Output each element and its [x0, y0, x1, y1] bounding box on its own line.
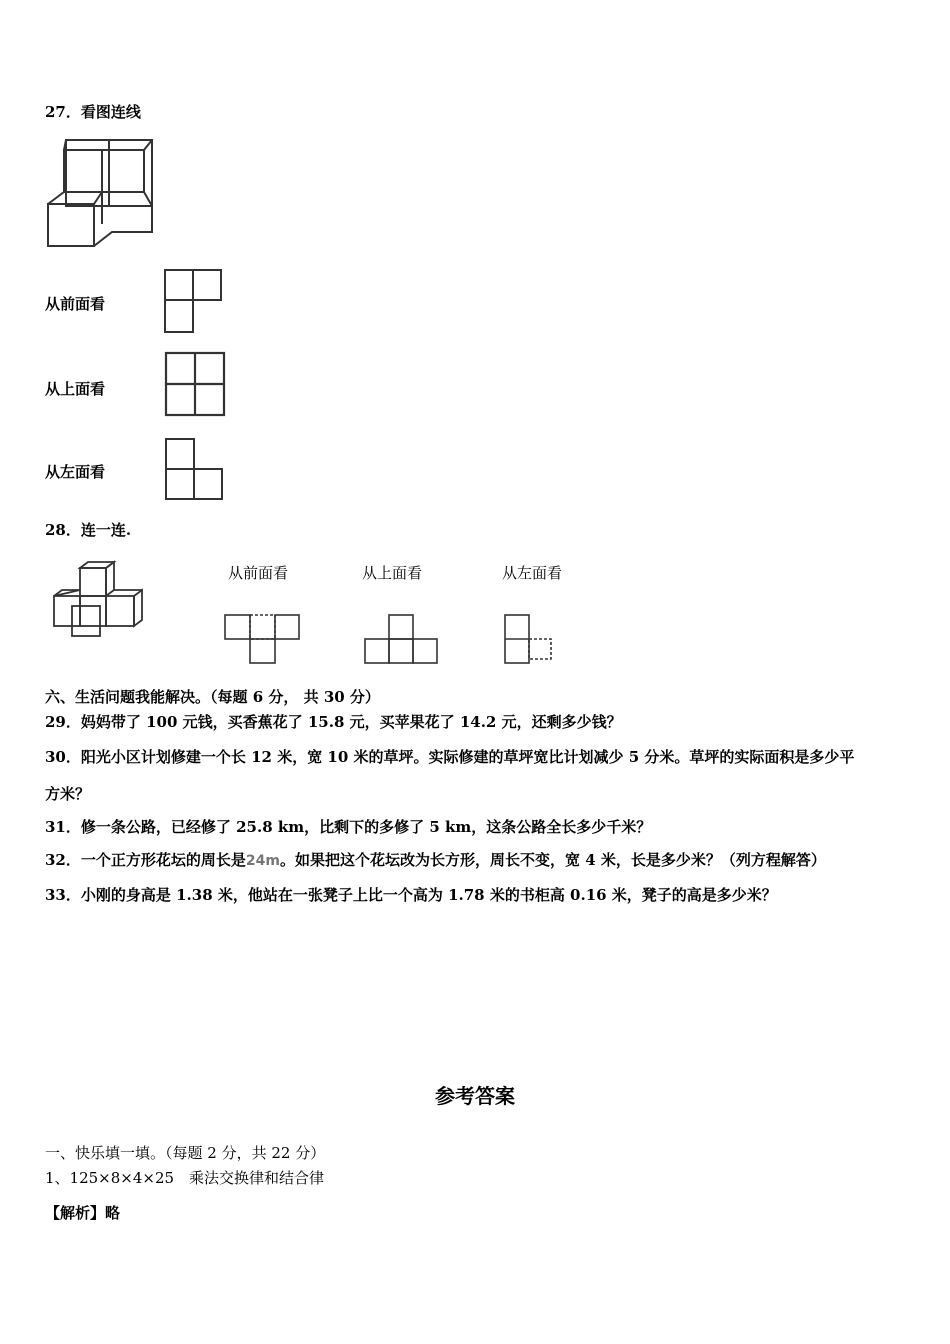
q27-label-left: 从左面看 [45, 463, 106, 481]
answer-1: 1、125×8×4×25 乘法交换律和结合律 [45, 1169, 325, 1187]
q27-view-top [164, 351, 228, 419]
q27-view-front [163, 268, 225, 334]
q32-text-post: 。如果把这个花坛改为长方形，周长不变，宽 4 米，长是多少米？（列方程解答） [279, 851, 826, 869]
q32-text-pre: 32．一个正方形花坛的周长是 [45, 851, 246, 869]
q31-text: 31．修一条公路，已经修了 25.8 km，比剩下的多修了 5 km，这条公路全长多少千米？ [45, 818, 652, 836]
q28-cube-figure [50, 560, 150, 640]
q32-unit: 24m [245, 853, 280, 869]
q28-view-b [362, 612, 442, 666]
q33-text: 33．小刚的身高是 1.38 米，他站在一张凳子上比一个高为 1.78 米的书柜高 0.16 米，凳子的高是多少米？ [45, 886, 777, 904]
q28-title: 28．连一连. [45, 521, 132, 539]
q28-view-c [502, 612, 558, 666]
section6-heading: 六、生活问题我能解决。（每题 6 分， 共 30 分） [45, 688, 380, 706]
q30-text-line1: 30．阳光小区计划修建一个长 12 米，宽 10 米的草坪。实际修建的草坪宽比计划减少 5 分米。草坪的实际面积是多少平 [45, 748, 855, 766]
q28-caption-left: 从左面看 [502, 564, 563, 582]
q32-text [45, 850, 826, 871]
q30-text-line2: 方米？ [45, 785, 91, 803]
q28-view-a [222, 612, 304, 666]
q27-label-front: 从前面看 [45, 295, 106, 313]
q27-view-left [164, 437, 226, 503]
answers-title: 参考答案 [435, 1084, 515, 1108]
answers-section1: 一、快乐填一填。（每题 2 分，共 22 分） [45, 1144, 326, 1162]
answer-analysis: 【解析】略 [45, 1204, 121, 1222]
q28-caption-front: 从前面看 [228, 564, 289, 582]
q27-label-top: 从上面看 [45, 380, 106, 398]
q28-caption-top: 从上面看 [362, 564, 423, 582]
q29-text: 29．妈妈带了 100 元钱，买香蕉花了 15.8 元，买苹果花了 14.2 元，还剩多少钱？ [45, 713, 622, 731]
q27-title: 27．看图连线 [45, 103, 141, 121]
q27-cube-figure [44, 134, 158, 252]
